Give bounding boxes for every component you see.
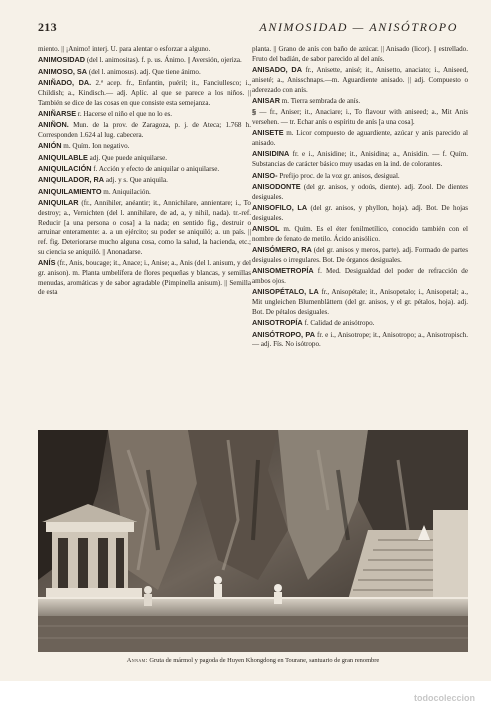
entry-headword: ANISÓMERO, RA bbox=[252, 245, 312, 255]
photo-illustration bbox=[38, 430, 468, 652]
dictionary-entry bbox=[252, 287, 468, 317]
entry-headword: ANISETE bbox=[252, 128, 284, 138]
entry-definition: (del gr. anisos, y odoús, diente). adj. Zool. De dientes desiguales. bbox=[252, 182, 468, 201]
entry-definition: 2.ª acep. fr., Enfantin, puéril; it., Fanciullesco; i., Childish; a., Kindisch.— adj. Aplíc. al que se parece a los niños. || También se dice de las cosas en que consiste esta semejanza. bbox=[38, 79, 251, 107]
entry-headword: ANISÓTROPO, PA bbox=[252, 329, 315, 339]
entry-headword: ANISODONTE bbox=[252, 181, 301, 191]
caption-lead: Annam: bbox=[126, 657, 148, 664]
dictionary-entry bbox=[252, 266, 468, 287]
entry-headword: ANISAR bbox=[252, 95, 280, 105]
entry-headword: ANISADO, DA bbox=[252, 65, 302, 75]
dictionary-entry bbox=[252, 171, 468, 182]
photo-grotto-pagoda bbox=[38, 430, 468, 652]
dictionary-entry bbox=[38, 153, 251, 164]
entry-headword: ANISOTROPÍA bbox=[252, 318, 303, 328]
caption-text: Gruta de mármol y pagoda de Huyen Khongdong en Tourane, santuario de gran renombre bbox=[149, 657, 380, 664]
dictionary-entry bbox=[38, 164, 251, 175]
dictionary-entry bbox=[252, 182, 468, 203]
dictionary-entry bbox=[252, 245, 468, 266]
entry-definition: (fr., Annihiler, anéantir; it., Annichilare, annientare; i., To destroy; a., Vernichten (del l. annihilare, de ad, a, y nihil, nada). tr.-ref. Reducir [a una persona o cosa] a la nada; en sentido fig., destruir o arruinar enteramente: a. a un ejército; su poder se aniquiló; a. un país. || ref. fig. Deteriorarse mucho alguna cosa, como la salud, la hacienda, etc.; su ciencia se aniquiló. || Anonadarse. bbox=[38, 199, 251, 256]
entry-headword: ANIMOSIDAD bbox=[38, 55, 86, 65]
dictionary-entry bbox=[252, 224, 468, 245]
entry-definition: (del l. animosus). adj. Que tiene ánimo. bbox=[88, 67, 201, 76]
entry-definition: f. Med. Desigualdad del poder de refracción de ambos ojos. bbox=[252, 267, 468, 286]
dictionary-entry bbox=[252, 318, 468, 329]
dictionary-entry bbox=[38, 67, 251, 78]
right-column bbox=[252, 44, 468, 430]
entry-headword: ANIQUILADOR, RA bbox=[38, 175, 105, 185]
entry-definition: m. Licor compuesto de aguardiente, azúcar y anís parecido al anisado. bbox=[252, 129, 468, 148]
dictionary-entry bbox=[252, 330, 468, 351]
dictionary-entry bbox=[38, 175, 251, 186]
dictionary-entry bbox=[38, 258, 251, 298]
entry-headword: ANISO- bbox=[252, 170, 278, 180]
entry-definition: (del l. animositas). f. p. us. Ánimo. || Aversión, ojeriza. bbox=[86, 56, 242, 65]
photo-caption bbox=[38, 657, 468, 665]
entry-definition: Mun. de la prov. de Zaragoza, p. j. de Ateca; 1.768 h. Corresponden 1.624 al lug. cabecera. bbox=[38, 121, 251, 139]
dictionary-entry bbox=[38, 120, 251, 141]
entry-definition: m. Quím. Es el éter fenilmetílico, conocido también con el nombre de fenato de metilo. Ácido anisólico. bbox=[252, 225, 468, 243]
entry-headword: ANIÑARSE bbox=[38, 108, 77, 118]
entry-definition: miento. || ¡Animo! interj. U. para alentar o esforzar a alguno. bbox=[38, 45, 211, 53]
left-column bbox=[38, 44, 251, 430]
entry-definition: — fr., Aniser; it., Anaciare; i., To flavour with aniseed; a., Mit Anis versehen. — tr. Echar anís o espíritu de anís [a una cosa]. bbox=[252, 108, 468, 127]
dictionary-entry bbox=[252, 65, 468, 95]
page-number: 213 bbox=[38, 20, 57, 34]
entry-definition: (del gr. anisos y meros, parte). adj. Formado de partes desiguales o irregulares. Bot. De órganos desiguales. bbox=[252, 246, 468, 264]
dictionary-entry bbox=[252, 149, 468, 170]
page-header bbox=[38, 20, 468, 36]
dictionary-entry bbox=[38, 198, 251, 258]
entry-definition: fr., Anisette, anisé; it., Anisetto, anaciato; i., Aniseed, aniseté; a., Anisschnaps.—m. Aguardiente anisado. || adj. Compuesto o aderezado con anís. bbox=[252, 66, 468, 94]
entry-definition: r. Hacerse el niño el que no lo es. bbox=[77, 109, 173, 118]
entry-definition: fr. e i., Anisidine; it., Anisidina; a., Anisidin. — f. Quím. Substancias de carácter básico muy usadas en la ind. de colorantes. bbox=[252, 150, 468, 169]
dictionary-entry bbox=[38, 187, 251, 198]
dictionary-entry bbox=[252, 44, 468, 65]
entry-definition: f. Calidad de anisótropo. bbox=[304, 319, 375, 328]
dictionary-entry bbox=[38, 44, 251, 55]
entry-headword: ANIQUILABLE bbox=[38, 152, 88, 162]
entry-headword: ANISOPÉTALO, LA bbox=[252, 287, 319, 297]
entry-headword: ANIQUILAR bbox=[38, 198, 79, 208]
dictionary-entry bbox=[38, 55, 251, 66]
dictionary-entry bbox=[38, 109, 251, 120]
entry-headword: § bbox=[252, 107, 257, 117]
entry-headword: ANISOFILO, LA bbox=[252, 203, 308, 212]
running-head: ANIMOSIDAD — ANISÓTROPO bbox=[259, 20, 458, 34]
footer-band bbox=[0, 681, 491, 711]
entry-headword: ANISIDINA bbox=[252, 149, 290, 159]
entry-headword: ANIQUILACIÓN bbox=[38, 164, 92, 173]
entry-headword: ANIMOSO, SA bbox=[38, 66, 88, 76]
entry-definition: m. Tierra sembrada de anís. bbox=[281, 96, 361, 105]
entry-definition: (del gr. anisos, y phyllon, hoja). adj. Bot. De hojas desiguales. bbox=[252, 204, 468, 222]
entry-definition: m. Quím. Ion negativo. bbox=[63, 142, 130, 151]
entry-definition: fr., Anisopétale; it., Anisopetalo; i., Anisopetal; a., Mit ungleichen Blumenblättern (del gr. anisos, y el gr. pétalos, hoja). adj. Bot. De pétalos desiguales. bbox=[252, 288, 468, 316]
dictionary-entry bbox=[38, 141, 251, 152]
entry-definition: adj. Que puede aniquilarse. bbox=[89, 153, 168, 162]
dictionary-entry bbox=[252, 107, 468, 128]
entry-definition: (fr., Anis, boucage; it., Anace; i., Anise; a., Anis (del l. anisum, y del gr. anison). m. Planta umbelífera de flores pequeñas y blancas, y semillas menudas, aromáticas y de sabor agradable (Pimpinella anisum). || Semilla de esta bbox=[38, 259, 251, 297]
entry-definition: fr. e i., Anisotrope; it., Anisotropo; a., Anisotropisch. — adj. Fís. No isótropo. bbox=[252, 330, 468, 349]
entry-definition: adj. y s. Que aniquila. bbox=[105, 176, 168, 185]
dictionary-entry bbox=[38, 78, 251, 108]
entry-headword: ANIQUILAMIENTO bbox=[38, 186, 102, 196]
dictionary-entry bbox=[252, 203, 468, 224]
entry-headword: ANIÑADO, DA. bbox=[38, 78, 92, 88]
entry-headword: ANISOL bbox=[252, 224, 280, 234]
entry-headword: ANIÑON. bbox=[38, 120, 69, 130]
watermark: todocoleccion bbox=[413, 693, 475, 703]
entry-headword: ANÍS bbox=[38, 258, 56, 268]
entry-definition: m. Aniquilación. bbox=[103, 187, 151, 196]
entry-headword: ANISOMETROPÍA bbox=[252, 266, 314, 276]
dictionary-entry bbox=[252, 128, 468, 149]
entry-definition: Prefijo proc. de la voz gr. anisos, desigual. bbox=[279, 171, 400, 180]
entry-definition: f. Acción y efecto de aniquilar o aniquilarse. bbox=[93, 165, 220, 173]
dictionary-entry bbox=[252, 96, 468, 107]
entry-definition: planta. || Grano de anís con baño de azúcar. || Anisado (licor). || estrellado. Fruto del badián, de sabor parecido al del anís. bbox=[252, 45, 468, 63]
entry-headword: ANIÓN bbox=[38, 141, 62, 151]
